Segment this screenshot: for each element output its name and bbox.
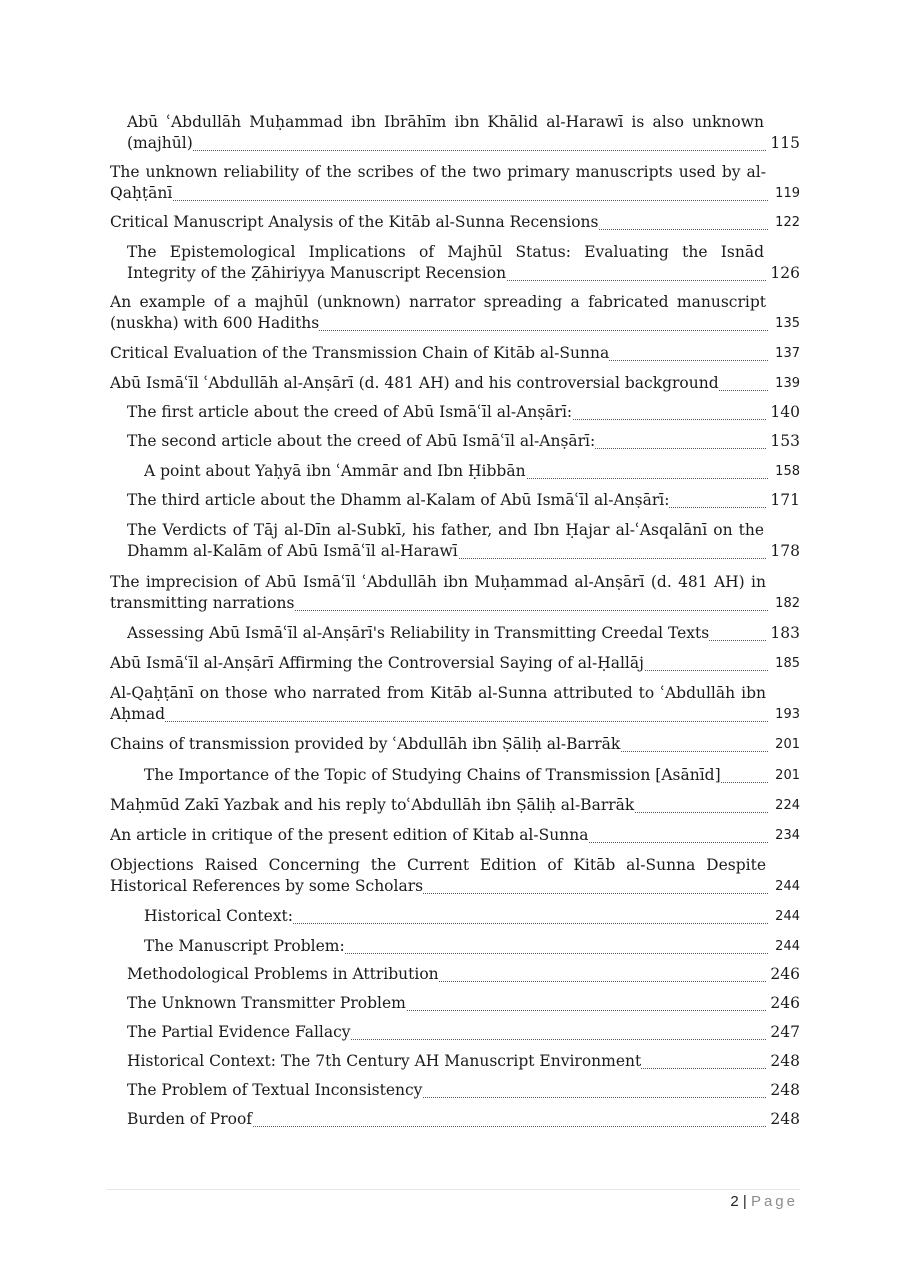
- toc-entry-page: 248: [766, 1080, 800, 1101]
- toc-entry-page: 158: [771, 461, 800, 482]
- dot-leader: [110, 721, 768, 722]
- toc-entry-title: Abū ʿAbdullāh Muḥammad ibn Ibrāhīm ibn Khālid al-Harawī is also unknown (majhūl): [127, 113, 764, 152]
- toc-entry[interactable]: [127, 402, 800, 423]
- toc-entry-title: An example of a majhūl (unknown) narrator spreading a fabricated manuscript (nuskha) with 600 Hadiths: [110, 293, 766, 332]
- toc-entry-page: 153: [766, 431, 800, 452]
- toc-entry[interactable]: [127, 964, 800, 985]
- toc-entry-page: 171: [766, 490, 800, 511]
- toc-entry-title: A point about Yaḥyā ibn ʿAmmār and Ibn Ḥibbān: [144, 462, 526, 480]
- toc-entry-page: 247: [766, 1022, 800, 1043]
- toc-entry[interactable]: [127, 1051, 800, 1072]
- toc-entry[interactable]: [127, 1109, 800, 1130]
- toc-entry-page: 244: [771, 876, 800, 897]
- toc-entry[interactable]: [144, 765, 800, 786]
- toc-entry-title: Critical Manuscript Analysis of the Kitāb al-Sunna Recensions: [110, 213, 599, 231]
- toc-entry-page: 244: [771, 906, 800, 927]
- toc-entry-page: 224: [771, 795, 800, 816]
- toc-entry-title: Abū Ismāʿīl al-Anṣārī Affirming the Controversial Saying of al-Ḥallāj: [110, 654, 644, 672]
- toc-entry[interactable]: [110, 795, 800, 816]
- toc-entry[interactable]: [110, 162, 800, 204]
- toc-entry-page: 178: [766, 541, 800, 562]
- toc-entry-title: The unknown reliability of the scribes of the two primary manuscripts used by al-Qaḥṭānī: [110, 163, 766, 202]
- toc-entry[interactable]: [110, 734, 800, 755]
- toc-entry-title: Methodological Problems in Attribution: [127, 965, 439, 983]
- toc-entry-page: 201: [771, 734, 800, 755]
- toc-entry-page: 193: [771, 704, 800, 725]
- toc-entry-title: An article in critique of the present edition of Kitab al-Sunna: [110, 826, 589, 844]
- toc-entry[interactable]: [144, 906, 800, 927]
- toc-entry[interactable]: [127, 431, 800, 452]
- toc-entry[interactable]: [127, 623, 800, 644]
- toc-entry-page: 248: [766, 1109, 800, 1130]
- toc-entry-title: The Verdicts of Tāj al-Dīn al-Subkī, his father, and Ibn Ḥajar al-ʿAsqalānī on the Dhamm al-Kalām of Abū Ismāʿīl al-Harawī: [127, 521, 764, 560]
- toc-entry-title: The Epistemological Implications of Majhūl Status: Evaluating the Isnād Integrity of the Ẓāhiriyya Manuscript Recension: [127, 243, 764, 282]
- toc-entry-page: 139: [771, 373, 800, 394]
- toc-entry-page: 201: [771, 765, 800, 786]
- toc-entry-page: 244: [771, 936, 800, 957]
- toc-entry-title: The Partial Evidence Fallacy: [127, 1023, 351, 1041]
- toc-entry[interactable]: [127, 1080, 800, 1101]
- toc-entry-page: 234: [771, 825, 800, 846]
- toc-entry-page: 122: [771, 212, 800, 233]
- toc-entry[interactable]: [110, 653, 800, 674]
- footer-page-word: Page: [750, 1193, 798, 1210]
- footer-divider: [107, 1189, 800, 1190]
- toc-entry[interactable]: [110, 683, 800, 725]
- toc-entry[interactable]: [127, 242, 800, 284]
- toc-entry-title: The Manuscript Problem:: [144, 937, 345, 955]
- toc-entry-title: The Unknown Transmitter Problem: [127, 994, 406, 1012]
- toc-entry-title: The imprecision of Abū Ismāʿīl ʿAbdullāh ibn Muḥammad al-Anṣārī (d. 481 AH) in transmitting narrations: [110, 573, 766, 612]
- toc-entry-title: The Problem of Textual Inconsistency: [127, 1081, 423, 1099]
- toc-entry[interactable]: [144, 936, 800, 957]
- toc-entry-title: Maḥmūd Zakī Yazbak and his reply toʿAbdullāh ibn Ṣāliḥ al-Barrāk: [110, 796, 635, 814]
- footer-separator: |: [742, 1193, 747, 1210]
- toc-entry[interactable]: [110, 373, 800, 394]
- toc-entry[interactable]: [110, 212, 800, 233]
- toc-entry-title: Historical Context: The 7th Century AH Manuscript Environment: [127, 1052, 642, 1070]
- dot-leader: [127, 150, 772, 151]
- toc-entry-page: 140: [766, 402, 800, 423]
- toc-entry-page: 126: [766, 263, 800, 284]
- toc-entry[interactable]: [110, 572, 800, 614]
- toc-entry-title: The first article about the creed of Abū Ismāʿīl al-Anṣārī:: [127, 403, 573, 421]
- toc-entry-page: 248: [766, 1051, 800, 1072]
- toc-entry-page: 246: [766, 993, 800, 1014]
- toc-entry[interactable]: [110, 292, 800, 334]
- toc-entry-title: Burden of Proof: [127, 1110, 253, 1128]
- toc-entry-title: The third article about the Dhamm al-Kalam of Abū Ismāʿīl al-Anṣārī:: [127, 491, 670, 509]
- toc-entry-title: Al-Qaḥṭānī on those who narrated from Kitāb al-Sunna attributed to ʿAbdullāh ibn Aḥmad: [110, 684, 766, 723]
- toc-entry-title: Critical Evaluation of the Transmission Chain of Kitāb al-Sunna: [110, 344, 610, 362]
- toc-entry-title: The second article about the creed of Abū Ismāʿīl al-Anṣārī:: [127, 432, 596, 450]
- toc-entry[interactable]: [127, 112, 800, 154]
- toc-entry[interactable]: [110, 855, 800, 897]
- toc-entry-title: Objections Raised Concerning the Current Edition of Kitāb al-Sunna Despite Historical References by some Scholars: [110, 856, 766, 895]
- toc-entry-page: 246: [766, 964, 800, 985]
- toc-entry-title: The Importance of the Topic of Studying Chains of Transmission [Asānīd]: [144, 766, 721, 784]
- toc-entry[interactable]: [110, 825, 800, 846]
- page-footer: [730, 1193, 798, 1210]
- toc-entry[interactable]: [127, 520, 800, 562]
- dot-leader: [110, 200, 768, 201]
- toc-entry-page: 185: [771, 653, 800, 674]
- toc-entry-title: Historical Context:: [144, 907, 293, 925]
- toc-entry-page: 119: [771, 183, 800, 204]
- toc-entry[interactable]: [127, 490, 800, 511]
- toc-entry-page: 182: [771, 593, 800, 614]
- footer-page-number: 2: [730, 1193, 739, 1210]
- toc-entry-page: 135: [771, 313, 800, 334]
- toc-entry-page: 137: [771, 343, 800, 364]
- toc-entry[interactable]: [127, 1022, 800, 1043]
- toc-entry-page: 115: [766, 133, 800, 154]
- toc-entry[interactable]: [110, 343, 800, 364]
- toc-entry-title: Assessing Abū Ismāʿīl al-Anṣārī's Reliability in Transmitting Creedal Texts: [127, 624, 710, 642]
- toc-entry-title: Abū Ismāʿīl ʿAbdullāh al-Anṣārī (d. 481 AH) and his controversial background: [110, 374, 719, 392]
- toc-entry[interactable]: [127, 993, 800, 1014]
- toc-entry-title: Chains of transmission provided by ʿAbdullāh ibn Ṣāliḥ al-Barrāk: [110, 735, 621, 753]
- toc-entry[interactable]: [144, 461, 800, 482]
- toc-entry-page: 183: [766, 623, 800, 644]
